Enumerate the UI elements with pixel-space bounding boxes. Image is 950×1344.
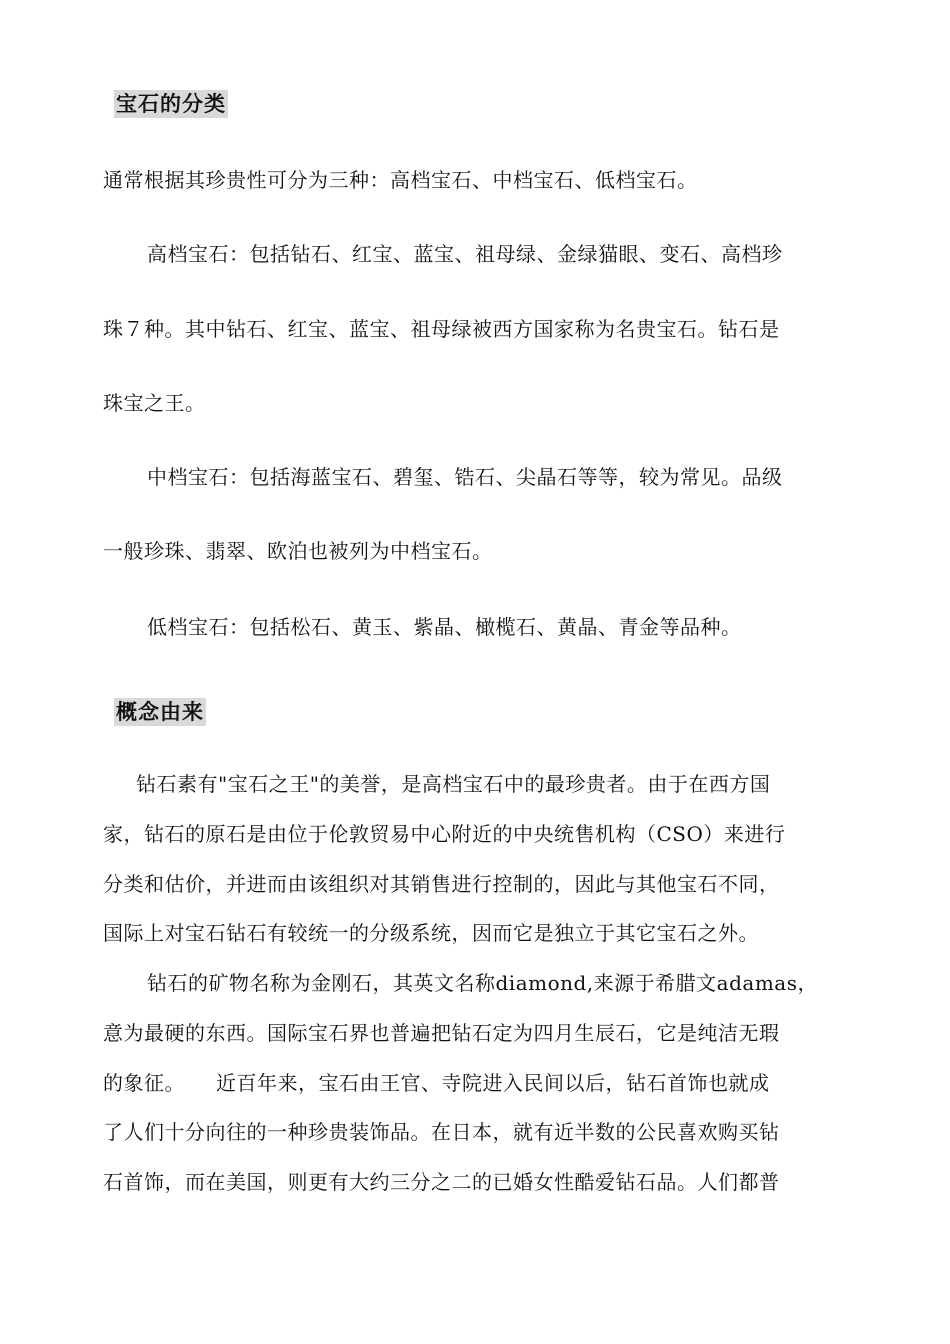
- section-heading-classification: 宝石的分类: [116, 92, 226, 116]
- section-heading-origin: 概念由来: [116, 700, 204, 724]
- paragraph-line: 钻石的矿物名称为金刚石，其英文名称diamond,来源于希腊文adamas，: [147, 971, 818, 995]
- paragraph-line: 珠７种。其中钻石、红宝、蓝宝、祖母绿被西方国家称为名贵宝石。钻石是: [103, 317, 780, 341]
- paragraph-line: 中档宝石：包括海蓝宝石、碧玺、锆石、尖晶石等等，较为常见。品级: [147, 465, 783, 489]
- paragraph-line: 钻石素有"宝石之王"的美誉，是高档宝石中的最珍贵者。由于在西方国: [136, 772, 771, 796]
- paragraph-line: 家，钻石的原石是由位于伦敦贸易中心附近的中央统售机构（CSO）来进行: [103, 822, 786, 846]
- paragraph-line: 的象征。 近百年来，宝石由王官、寺院进入民间以后，钻石首饰也就成: [103, 1071, 770, 1095]
- paragraph-line: 一般珍珠、翡翠、欧泊也被列为中档宝石。: [103, 539, 493, 563]
- paragraph-line: 低档宝石：包括松石、黄玉、紫晶、橄榄石、黄晶、青金等品种。: [147, 615, 742, 639]
- paragraph-line: 通常根据其珍贵性可分为三种：高档宝石、中档宝石、低档宝石。: [103, 168, 698, 192]
- paragraph-line: 了人们十分向往的一种珍贵装饰品。在日本，就有近半数的公民喜欢购买钻: [103, 1120, 780, 1144]
- paragraph-line: 意为最硬的东西。国际宝石界也普遍把钻石定为四月生辰石，它是纯洁无瑕: [103, 1021, 780, 1045]
- paragraph-line: 石首饰，而在美国，则更有大约三分之二的已婚女性酷爱钻石品。人们都普: [103, 1170, 780, 1194]
- paragraph-line: 分类和估价，并进而由该组织对其销售进行控制的，因此与其他宝石不同，: [103, 872, 780, 896]
- paragraph-line: 珠宝之王。: [103, 391, 206, 415]
- paragraph-line: 国际上对宝石钻石有较统一的分级系统，因而它是独立于其它宝石之外。: [103, 921, 759, 945]
- paragraph-line: 高档宝石：包括钻石、红宝、蓝宝、祖母绿、金绿猫眼、变石、高档珍: [147, 242, 783, 266]
